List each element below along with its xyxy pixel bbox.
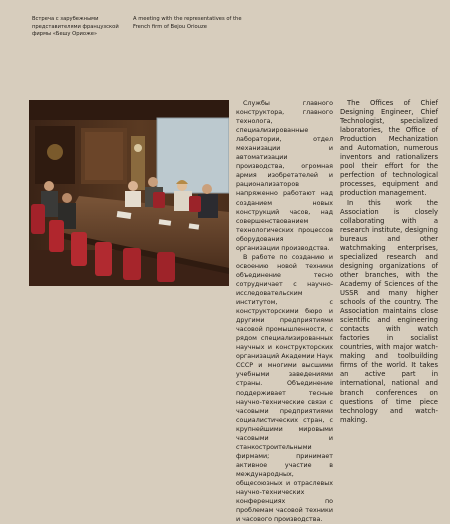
english-paragraph: The Offices of Chief Designing Engineer, Chief Technologist, specialized laboratories, the Office of Production Mechanization and Automation, numerous inventors and rationalizers pool their effort for the perfection of technological processes, equipment and production management. xyxy=(340,99,438,198)
russian-paragraph: В работе по созданию и освоению новой техники объединение тесно сотрудничает с научно-исследовательским институтом, с конструкторскими бюро и другими предприятиями часовой промышленности, с рядом специализированных научных и конструкторских организаций Академии Наук СССР и многими высшими учебными заведениями страны. Объединение поддерживает тесные научно-технические связи с часовыми предприятиями социалистических стран, с крупнейшими мировыми часовыми и станкостроительными фирмами; принимает активное участие в международных, общесоюзных и отраслевых научно-технических конференциях по проблемам часовой техники и часового производства. xyxy=(236,253,333,524)
english-paragraph: In this work the Association is closely collaborating with a research institute, designing bureaus and other watchmaking enterprises, specialized research and designing organizations of other branches, with the Academy of Sciences of the USSR and many higher schools of the country. The Association maintains close scientific and engineering contacts with watch factories in socialist countries, with major watch-making and toolbuilding firms of the world. It takes an active part in international, national and branch conferences on questions of time piece technology and watch-making. xyxy=(340,198,438,424)
russian-text-column xyxy=(236,99,333,524)
english-text-column xyxy=(340,99,438,425)
russian-paragraph: Службы главного конструктора, главного технолога, специализированные лаборатории, отдел механизации и автоматизации производства, огромная армия изобретателей и рационализаторов напряженно работают над созданием новых конструкций часов, над совершенствованием технологических процессов оборудования и организации производства. xyxy=(236,100,333,252)
meeting-photo xyxy=(29,100,229,286)
photo-caption-russian: Встреча с зарубежными представителями французской фирмы «Бешу Ориоже» xyxy=(32,16,119,38)
photo-caption-english: A meeting with the representatives of the French firm of Bejou Oriouze xyxy=(133,16,242,30)
